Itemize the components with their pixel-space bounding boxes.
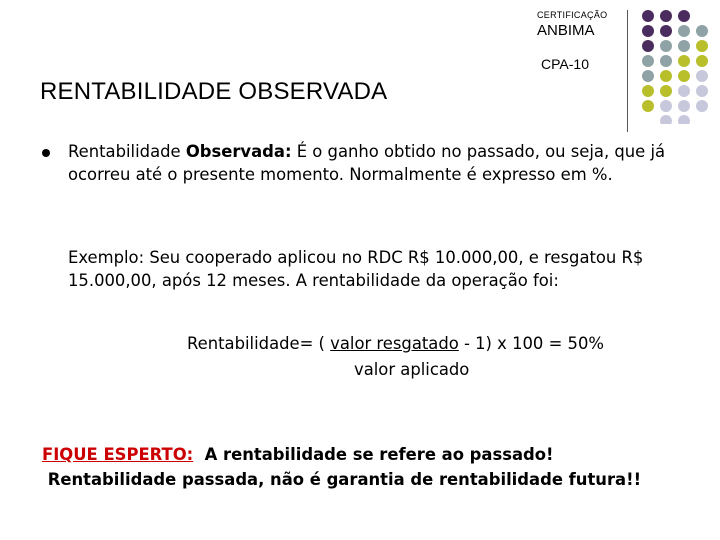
decorative-dot [660, 55, 672, 67]
decorative-dot [660, 25, 672, 37]
formula-denominator: valor aplicado [354, 360, 470, 379]
header-anbima: ANBIMA [537, 22, 595, 39]
header-cpa: CPA-10 [541, 56, 589, 72]
decorative-dot [642, 85, 654, 97]
decorative-dot [678, 115, 690, 124]
header-certificacao: CERTIFICAÇÃO [537, 10, 608, 20]
definition-text: É o ganho obtido no passado, ou seja, que já ocorreu até o presente momento. Normalmente é expresso em %. [68, 142, 666, 184]
decorative-dot [660, 40, 672, 52]
decorative-dot [678, 70, 690, 82]
formula-numerator: valor resgatado [330, 334, 459, 353]
decorative-dot [642, 55, 654, 67]
decorative-dot [696, 25, 708, 37]
decorative-dot [696, 55, 708, 67]
definition-prefix: Rentabilidade [68, 142, 186, 161]
decorative-dot [678, 55, 690, 67]
warning-label: FIQUE ESPERTO: [42, 445, 194, 464]
decorative-dot [678, 100, 690, 112]
decorative-dot [678, 10, 690, 22]
decorative-dot [696, 40, 708, 52]
formula-rest: - 1) x 100 = 50% [458, 334, 604, 353]
warning-line1: A rentabilidade se refere ao passado! [193, 445, 554, 464]
decorative-dot [696, 70, 708, 82]
decorative-dot [678, 40, 690, 52]
decorative-dot [642, 40, 654, 52]
definition-paragraph [68, 140, 688, 186]
decorative-dot [660, 100, 672, 112]
decorative-dot [678, 25, 690, 37]
decorative-dot [660, 85, 672, 97]
decorative-dot [660, 115, 672, 124]
warning-block [42, 442, 662, 492]
bullet-icon [42, 149, 50, 157]
formula-line [187, 334, 604, 353]
decorative-dot [642, 10, 654, 22]
header-divider [627, 10, 628, 132]
warning-line2: Rentabilidade passada, não é garantia de rentabilidade futura!! [42, 470, 642, 489]
decorative-dot [696, 85, 708, 97]
decorative-dot [642, 100, 654, 112]
definition-term: Observada: [185, 142, 292, 161]
formula-lhs: Rentabilidade= ( [187, 334, 331, 353]
slide-title: RENTABILIDADE OBSERVADA [40, 78, 388, 105]
decorative-dot [660, 10, 672, 22]
example-paragraph: Exemplo: Seu cooperado aplicou no RDC R$ 10.000,00, e resgatou R$ 15.000,00, após 12 meses. A rentabilidade da operação foi: [68, 248, 644, 290]
decorative-dot-grid [636, 4, 720, 124]
decorative-dot [660, 70, 672, 82]
decorative-dot [696, 100, 708, 112]
decorative-dot [642, 25, 654, 37]
decorative-dot [678, 85, 690, 97]
decorative-dot [642, 70, 654, 82]
